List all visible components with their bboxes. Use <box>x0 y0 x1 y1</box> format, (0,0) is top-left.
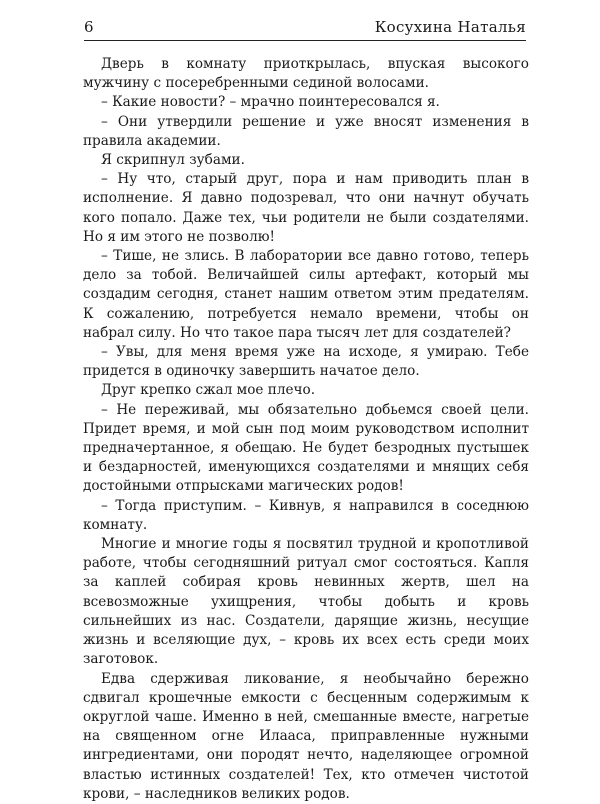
paragraph: – Увы, для меня время уже на исходе, я умираю. Тебе придется в одиночку завершить начатое дело. <box>83 344 529 380</box>
paragraph: Многие и многие годы я посвятил трудной и кропотливой работе, чтобы сегодняшний ритуал смог состояться. Капля за каплей собирая кровь невинных жертв, шел на всевозможные ухищрения, чтобы добыть и кровь сильнейших из нас. Создатели, дарящие жизнь, несущие жизнь и вселяющие дух, – кровь их всех есть среди моих заготовок. <box>83 536 529 668</box>
body-text <box>83 55 529 804</box>
paragraph: Я скрипнул зубами. <box>101 152 245 169</box>
paragraph: – Ну что, старый друг, пора и нам приводить план в исполнение. Я давно подозревал, что они начнут обучать кого попало. Даже тех, чьи родители не были создателями. Но я им этого не позволю! <box>83 171 529 245</box>
paragraph: Дверь в комнату приоткрылась, впуская высокого мужчину с посеребренными сединой волосами. <box>83 56 529 92</box>
paragraph: Друг крепко сжал мое плечо. <box>101 382 316 399</box>
paragraph: – Тише, не злись. В лаборатории все давно готово, теперь дело за тобой. Величайшей силы артефакт, который мы создадим сегодня, станет нашим ответом этим предателям. К сожалению, потребуется немало времени, чтобы он набрал силу. Но что такое пара тысяч лет для создателей? <box>83 248 529 341</box>
paragraph: – Не переживай, мы обязательно добьемся своей цели. Придет время, и мой сын под моим руководством исполнит предначертанное, я обещаю. Не будет безродных пустышек и бездарностей, именующихся создателями и мнящих себя достойными отпрысками магических родов! <box>83 401 529 495</box>
paragraph: – Тогда приступим. – Кивнув, я направился в соседнюю комнату. <box>83 497 529 533</box>
running-head-author: Косухина Наталья <box>374 18 526 36</box>
page-header <box>84 10 526 41</box>
paragraph: – Они утвердили решение и уже вносят изменения в правила академии. <box>83 113 529 149</box>
page-number: 6 <box>84 18 94 36</box>
paragraph: Едва сдерживая ликование, я необычайно бережно сдвигал крошечные емкости с бесценным содержимым к округлой чаше. Именно в ней, смешанные вместе, нагретые на священном огне Илааса, приправленные нужными ингредиентами, они породят нечто, наделяющее огромной властью истинных создателей! Тех, кто отмечен чистотой крови, – наследников великих родов. <box>83 670 529 802</box>
paragraph: – Какие новости? – мрачно поинтересовался я. <box>101 94 440 111</box>
